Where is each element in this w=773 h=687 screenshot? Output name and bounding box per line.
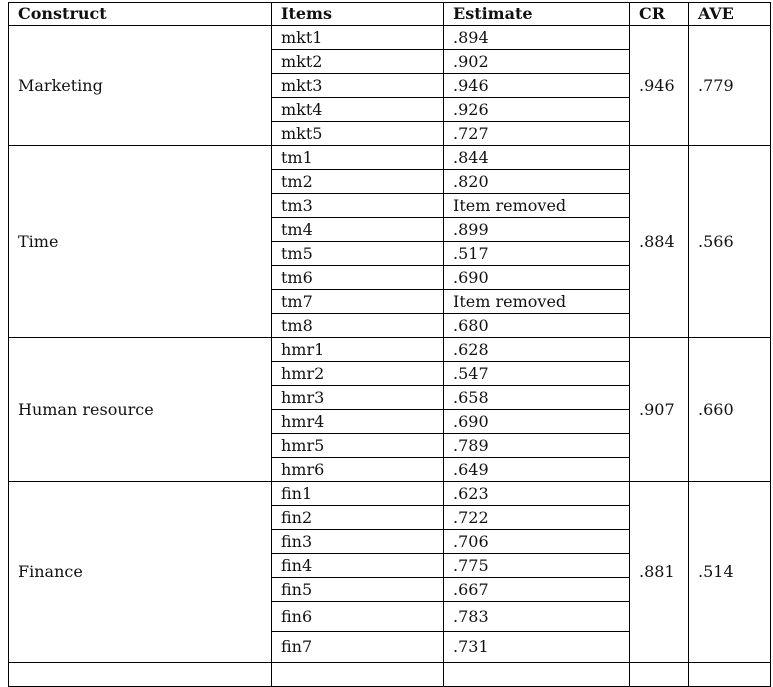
ave-cell: .779	[689, 26, 771, 146]
item-cell: tm4	[272, 218, 444, 242]
item-cell: fin2	[272, 506, 444, 530]
item-cell: tm5	[272, 242, 444, 266]
estimate-cell: .946	[444, 74, 630, 98]
item-cell: hmr1	[272, 338, 444, 362]
table-row	[9, 146, 771, 170]
table-row	[9, 482, 771, 506]
item-cell: tm7	[272, 290, 444, 314]
estimate-cell: .844	[444, 146, 630, 170]
header-estimate: Estimate	[444, 3, 630, 26]
item-cell: fin3	[272, 530, 444, 554]
estimate-cell: .783	[444, 602, 630, 632]
table-body	[9, 26, 771, 687]
item-cell: fin5	[272, 578, 444, 602]
header-row	[9, 3, 771, 26]
estimate-cell: .658	[444, 386, 630, 410]
estimate-cell: .926	[444, 98, 630, 122]
estimate-cell: .706	[444, 530, 630, 554]
construct-cell: Finance	[9, 482, 272, 663]
construct-cell: Human resource	[9, 338, 272, 482]
item-cell: fin4	[272, 554, 444, 578]
item-cell: fin6	[272, 602, 444, 632]
item-cell: tm2	[272, 170, 444, 194]
estimate-cell: .690	[444, 266, 630, 290]
ave-cell: .566	[689, 146, 771, 338]
ave-cell: .660	[689, 338, 771, 482]
item-cell: fin7	[272, 632, 444, 663]
estimate-cell: .690	[444, 410, 630, 434]
estimate-cell: Item removed	[444, 290, 630, 314]
construct-cell: Marketing	[9, 26, 272, 146]
estimate-cell: Item removed	[444, 194, 630, 218]
measurement-table	[8, 2, 771, 687]
header-cr: CR	[630, 3, 689, 26]
item-cell: hmr6	[272, 458, 444, 482]
table-row	[9, 338, 771, 362]
estimate-cell: .628	[444, 338, 630, 362]
estimate-cell: .727	[444, 122, 630, 146]
item-cell: mkt1	[272, 26, 444, 50]
estimate-cell: .649	[444, 458, 630, 482]
item-cell: hmr3	[272, 386, 444, 410]
estimate-cell: .623	[444, 482, 630, 506]
header-items: Items	[272, 3, 444, 26]
estimate-cell: .517	[444, 242, 630, 266]
estimate-cell: .731	[444, 632, 630, 663]
cr-cell: .881	[630, 482, 689, 663]
item-cell: mkt2	[272, 50, 444, 74]
estimate-cell: .680	[444, 314, 630, 338]
estimate-cell: .894	[444, 26, 630, 50]
cr-cell: .907	[630, 338, 689, 482]
item-cell: fin1	[272, 482, 444, 506]
ave-cell: .514	[689, 482, 771, 663]
table-header	[9, 3, 771, 26]
item-cell: mkt3	[272, 74, 444, 98]
header-ave: AVE	[689, 3, 771, 26]
cr-cell: .884	[630, 146, 689, 338]
item-cell: tm1	[272, 146, 444, 170]
cr-cell: .946	[630, 26, 689, 146]
estimate-cell: .775	[444, 554, 630, 578]
item-cell: hmr4	[272, 410, 444, 434]
item-cell: mkt4	[272, 98, 444, 122]
estimate-cell: .820	[444, 170, 630, 194]
header-construct: Construct	[9, 3, 272, 26]
item-cell: hmr2	[272, 362, 444, 386]
estimate-cell: .789	[444, 434, 630, 458]
estimate-cell: .899	[444, 218, 630, 242]
estimate-cell: .722	[444, 506, 630, 530]
construct-cell: Time	[9, 146, 272, 338]
estimate-cell: .547	[444, 362, 630, 386]
item-cell: hmr5	[272, 434, 444, 458]
table-row	[9, 26, 771, 50]
item-cell: tm6	[272, 266, 444, 290]
item-cell: tm3	[272, 194, 444, 218]
item-cell: tm8	[272, 314, 444, 338]
estimate-cell: .902	[444, 50, 630, 74]
item-cell: mkt5	[272, 122, 444, 146]
estimate-cell: .667	[444, 578, 630, 602]
